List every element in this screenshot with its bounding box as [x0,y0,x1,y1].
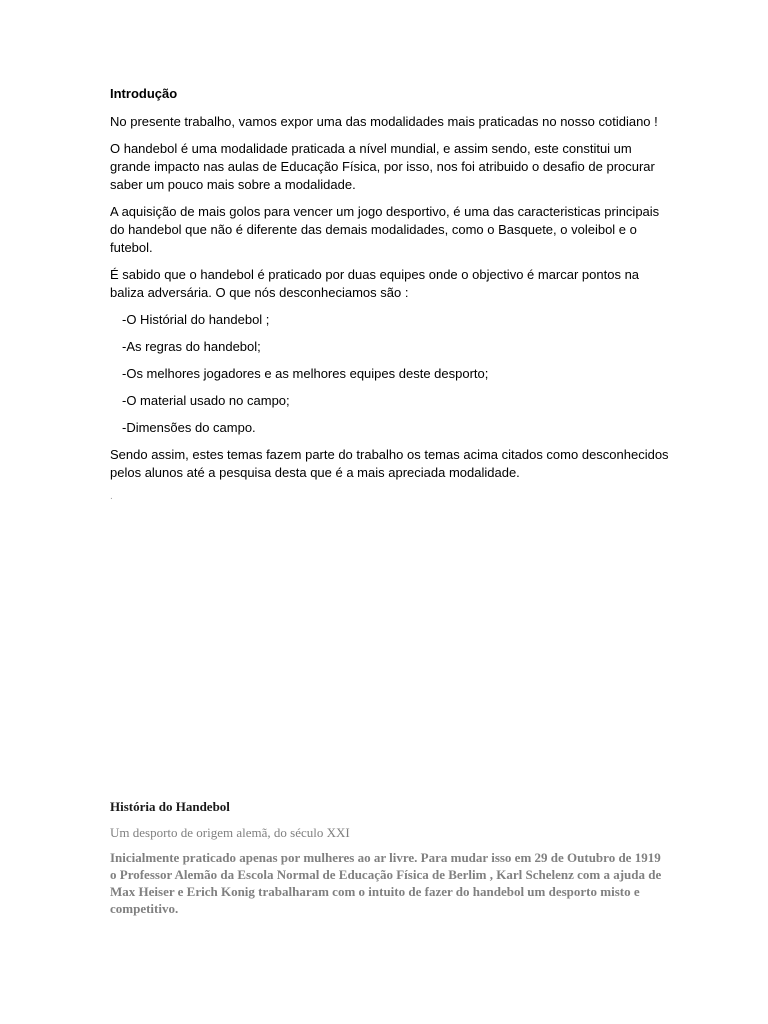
history-paragraph: Inicialmente praticado apenas por mulheres ao ar livre. Para mudar isso em 29 de Outubro de 1919 o Professor Alemão da Escola Normal de Educação Física de Berlim , Karl Schelenz com a ajuda de Max Heiser e Erich Konig trabalharam com o intuito de fazer do handebol um desporto misto e competitivo. [110,850,662,916]
topic-list-item: -Dimensões do campo. [122,420,256,435]
topic-list-item: -O material usado no campo; [122,393,290,408]
topic-list-item: -O Histórial do handebol ; [122,312,270,327]
introduction-heading: Introdução [110,86,178,101]
topic-list-item: -As regras do handebol; [122,339,261,354]
intro-paragraph: A aquisição de mais golos para vencer um jogo desportivo, é uma das caracteristicas principais do handebol que não é diferente das demais modalidades, como o Basquete, o voleibol e o futebol. [110,204,660,255]
history-subtitle: Um desporto de origem alemã, do século XXI [110,825,350,840]
history-heading: História do Handebol [110,799,230,814]
intro-paragraph: No presente trabalho, vamos expor uma das modalidades mais praticadas no nosso cotidiano ! [110,114,658,129]
topics-list [110,311,670,437]
intro-paragraph: O handebol é uma modalidade praticada a nível mundial, e assim sendo, este constitui um grande impacto nas aulas de Educação Física, por isso, nos foi atribuido o desafio de procurar saber um pouco mais sobre a modalidade. [110,141,655,192]
intro-paragraph: É sabido que o handebol é praticado por duas equipes onde o objectivo é marcar pontos na baliza adversária. O que nós desconheciamos são : [110,267,640,300]
topic-list-item: -Os melhores jogadores e as melhores equipes deste desporto; [122,366,489,381]
closing-paragraph: Sendo assim, estes temas fazem parte do trabalho os temas acima citados como desconhecidos pelos alunos até a pesquisa desta que é a mais apreciada modalidade. [110,447,669,480]
introduction-section [110,85,670,512]
stray-dot: . [110,491,113,502]
history-section [110,798,670,917]
